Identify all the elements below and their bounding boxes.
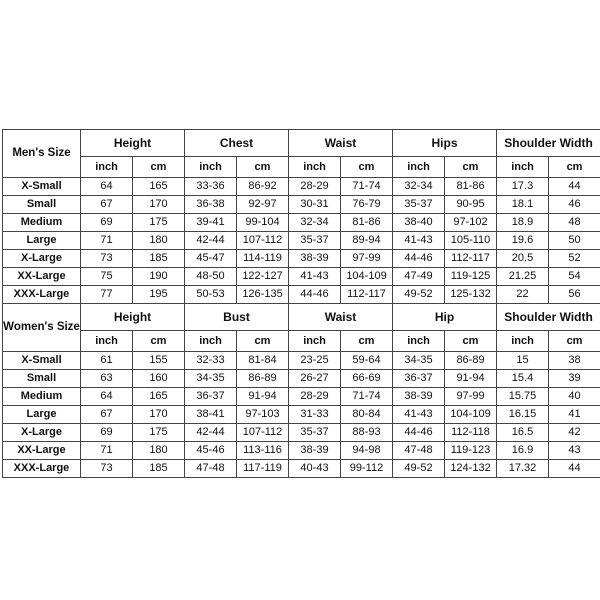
table-cell: 175 — [133, 424, 185, 442]
men-units-row — [3, 157, 600, 178]
table-cell: 41-43 — [393, 406, 445, 424]
table-cell: 97-99 — [341, 250, 393, 268]
size-label: XXX-Large — [3, 286, 81, 304]
table-cell: 180 — [133, 232, 185, 250]
unit-header: cm — [237, 157, 289, 178]
table-cell: 71-74 — [341, 178, 393, 196]
table-row — [3, 250, 600, 268]
measure-header: Waist — [289, 130, 393, 157]
table-row — [3, 214, 600, 232]
table-cell: 170 — [133, 196, 185, 214]
table-row — [3, 232, 600, 250]
table-row — [3, 268, 600, 286]
table-cell: 71 — [81, 442, 133, 460]
table-cell: 32-33 — [185, 352, 237, 370]
table-cell: 170 — [133, 406, 185, 424]
women-section-label: Women's Size — [3, 304, 81, 352]
table-cell: 88-93 — [341, 424, 393, 442]
unit-header: inch — [81, 331, 133, 352]
table-cell: 112-117 — [341, 286, 393, 304]
table-cell: 19.6 — [497, 232, 549, 250]
table-row — [3, 460, 600, 478]
table-cell: 61 — [81, 352, 133, 370]
table-cell: 73 — [81, 250, 133, 268]
men-header-row — [3, 130, 600, 157]
table-cell: 44 — [549, 178, 600, 196]
table-cell: 15 — [497, 352, 549, 370]
table-cell: 35-37 — [289, 232, 341, 250]
unit-header: cm — [341, 331, 393, 352]
size-label: Medium — [3, 388, 81, 406]
table-cell: 104-109 — [445, 406, 497, 424]
table-cell: 36-38 — [185, 196, 237, 214]
men-size-section — [3, 130, 600, 304]
table-cell: 59-64 — [341, 352, 393, 370]
table-cell: 26-27 — [289, 370, 341, 388]
table-cell: 48-50 — [185, 268, 237, 286]
table-cell: 185 — [133, 250, 185, 268]
table-cell: 75 — [81, 268, 133, 286]
size-label: X-Small — [3, 178, 81, 196]
table-cell: 52 — [549, 250, 600, 268]
table-cell: 34-35 — [185, 370, 237, 388]
table-cell: 41-43 — [393, 232, 445, 250]
size-label: Large — [3, 232, 81, 250]
table-cell: 71-74 — [341, 388, 393, 406]
table-cell: 117-119 — [237, 460, 289, 478]
table-cell: 17.32 — [497, 460, 549, 478]
table-cell: 49-52 — [393, 460, 445, 478]
table-cell: 125-132 — [445, 286, 497, 304]
table-cell: 67 — [81, 196, 133, 214]
table-cell: 67 — [81, 406, 133, 424]
unit-header: cm — [341, 157, 393, 178]
unit-header: inch — [497, 331, 549, 352]
table-cell: 47-49 — [393, 268, 445, 286]
measure-header: Shoulder Width — [497, 130, 600, 157]
table-cell: 54 — [549, 268, 600, 286]
table-cell: 99-112 — [341, 460, 393, 478]
size-label: Large — [3, 406, 81, 424]
table-cell: 119-125 — [445, 268, 497, 286]
unit-header: inch — [393, 331, 445, 352]
unit-header: cm — [133, 331, 185, 352]
table-cell: 64 — [81, 388, 133, 406]
table-cell: 41 — [549, 406, 600, 424]
table-row — [3, 370, 600, 388]
table-cell: 43 — [549, 442, 600, 460]
table-cell: 16.15 — [497, 406, 549, 424]
table-cell: 31-33 — [289, 406, 341, 424]
table-cell: 113-116 — [237, 442, 289, 460]
table-cell: 44-46 — [289, 286, 341, 304]
size-chart-table — [2, 129, 600, 478]
women-units-row — [3, 331, 600, 352]
table-cell: 34-35 — [393, 352, 445, 370]
table-cell: 18.9 — [497, 214, 549, 232]
table-cell: 160 — [133, 370, 185, 388]
table-cell: 124-132 — [445, 460, 497, 478]
size-label: Small — [3, 196, 81, 214]
table-cell: 46 — [549, 196, 600, 214]
table-cell: 28-29 — [289, 388, 341, 406]
table-cell: 76-79 — [341, 196, 393, 214]
measure-header: Chest — [185, 130, 289, 157]
measure-header: Hips — [393, 130, 497, 157]
table-cell: 69 — [81, 424, 133, 442]
table-cell: 44-46 — [393, 424, 445, 442]
table-cell: 48 — [549, 214, 600, 232]
table-cell: 155 — [133, 352, 185, 370]
table-cell: 38-39 — [289, 250, 341, 268]
table-cell: 36-37 — [393, 370, 445, 388]
table-cell: 107-112 — [237, 424, 289, 442]
table-cell: 17.3 — [497, 178, 549, 196]
table-cell: 32-34 — [393, 178, 445, 196]
table-cell: 45-47 — [185, 250, 237, 268]
table-cell: 185 — [133, 460, 185, 478]
table-cell: 41-43 — [289, 268, 341, 286]
table-cell: 21.25 — [497, 268, 549, 286]
table-cell: 38 — [549, 352, 600, 370]
table-cell: 36-37 — [185, 388, 237, 406]
unit-header: inch — [497, 157, 549, 178]
table-cell: 97-103 — [237, 406, 289, 424]
table-cell: 35-37 — [393, 196, 445, 214]
table-cell: 81-86 — [445, 178, 497, 196]
table-cell: 35-37 — [289, 424, 341, 442]
table-cell: 44-46 — [393, 250, 445, 268]
table-cell: 91-94 — [237, 388, 289, 406]
table-row — [3, 406, 600, 424]
unit-header: cm — [133, 157, 185, 178]
table-cell: 112-118 — [445, 424, 497, 442]
table-cell: 180 — [133, 442, 185, 460]
unit-header: cm — [445, 331, 497, 352]
table-cell: 15.4 — [497, 370, 549, 388]
table-cell: 97-102 — [445, 214, 497, 232]
table-row — [3, 352, 600, 370]
table-cell: 112-117 — [445, 250, 497, 268]
size-label: XX-Large — [3, 442, 81, 460]
table-cell: 50 — [549, 232, 600, 250]
table-cell: 86-92 — [237, 178, 289, 196]
unit-header: inch — [289, 331, 341, 352]
table-cell: 20.5 — [497, 250, 549, 268]
women-size-section — [3, 304, 600, 478]
size-label: XX-Large — [3, 268, 81, 286]
table-cell: 190 — [133, 268, 185, 286]
table-cell: 107-112 — [237, 232, 289, 250]
table-cell: 47-48 — [393, 442, 445, 460]
table-cell: 63 — [81, 370, 133, 388]
table-cell: 33-36 — [185, 178, 237, 196]
table-cell: 50-53 — [185, 286, 237, 304]
unit-header: cm — [237, 331, 289, 352]
size-label: X-Large — [3, 250, 81, 268]
table-cell: 39-41 — [185, 214, 237, 232]
unit-header: cm — [445, 157, 497, 178]
table-cell: 40-43 — [289, 460, 341, 478]
measure-header: Waist — [289, 304, 393, 331]
size-label: X-Small — [3, 352, 81, 370]
table-cell: 22 — [497, 286, 549, 304]
table-cell: 16.5 — [497, 424, 549, 442]
table-cell: 45-46 — [185, 442, 237, 460]
table-cell: 18.1 — [497, 196, 549, 214]
measure-header: Height — [81, 304, 185, 331]
table-cell: 86-89 — [237, 370, 289, 388]
table-cell: 114-119 — [237, 250, 289, 268]
table-cell: 40 — [549, 388, 600, 406]
table-cell: 94-98 — [341, 442, 393, 460]
table-cell: 81-84 — [237, 352, 289, 370]
table-cell: 89-94 — [341, 232, 393, 250]
table-cell: 81-86 — [341, 214, 393, 232]
unit-header: inch — [81, 157, 133, 178]
table-cell: 90-95 — [445, 196, 497, 214]
table-cell: 28-29 — [289, 178, 341, 196]
size-label: X-Large — [3, 424, 81, 442]
measure-header: Bust — [185, 304, 289, 331]
size-label: XXX-Large — [3, 460, 81, 478]
table-cell: 38-41 — [185, 406, 237, 424]
table-row — [3, 388, 600, 406]
table-cell: 64 — [81, 178, 133, 196]
table-cell: 39 — [549, 370, 600, 388]
table-row — [3, 424, 600, 442]
table-row — [3, 178, 600, 196]
table-cell: 73 — [81, 460, 133, 478]
unit-header: inch — [393, 157, 445, 178]
table-cell: 16.9 — [497, 442, 549, 460]
table-row — [3, 442, 600, 460]
table-cell: 66-69 — [341, 370, 393, 388]
men-section-label: Men's Size — [3, 130, 81, 178]
table-cell: 80-84 — [341, 406, 393, 424]
unit-header: cm — [549, 331, 600, 352]
size-label: Medium — [3, 214, 81, 232]
table-cell: 86-89 — [445, 352, 497, 370]
table-cell: 15.75 — [497, 388, 549, 406]
measure-header: Hip — [393, 304, 497, 331]
table-cell: 105-110 — [445, 232, 497, 250]
unit-header: inch — [185, 157, 237, 178]
table-cell: 122-127 — [237, 268, 289, 286]
table-cell: 175 — [133, 214, 185, 232]
table-cell: 38-39 — [289, 442, 341, 460]
table-row — [3, 196, 600, 214]
table-cell: 32-34 — [289, 214, 341, 232]
table-cell: 47-48 — [185, 460, 237, 478]
table-cell: 44 — [549, 460, 600, 478]
table-cell: 119-123 — [445, 442, 497, 460]
unit-header: inch — [289, 157, 341, 178]
women-header-row — [3, 304, 600, 331]
table-row — [3, 286, 600, 304]
unit-header: cm — [549, 157, 600, 178]
table-cell: 56 — [549, 286, 600, 304]
table-cell: 126-135 — [237, 286, 289, 304]
table-cell: 165 — [133, 178, 185, 196]
table-cell: 77 — [81, 286, 133, 304]
table-cell: 30-31 — [289, 196, 341, 214]
table-cell: 49-52 — [393, 286, 445, 304]
table-cell: 42-44 — [185, 232, 237, 250]
measure-header: Height — [81, 130, 185, 157]
table-cell: 99-104 — [237, 214, 289, 232]
table-cell: 104-109 — [341, 268, 393, 286]
table-cell: 69 — [81, 214, 133, 232]
table-cell: 42-44 — [185, 424, 237, 442]
size-label: Small — [3, 370, 81, 388]
table-cell: 97-99 — [445, 388, 497, 406]
table-cell: 92-97 — [237, 196, 289, 214]
table-cell: 71 — [81, 232, 133, 250]
unit-header: inch — [185, 331, 237, 352]
table-cell: 195 — [133, 286, 185, 304]
measure-header: Shoulder Width — [497, 304, 600, 331]
table-cell: 91-94 — [445, 370, 497, 388]
table-cell: 38-40 — [393, 214, 445, 232]
table-cell: 165 — [133, 388, 185, 406]
table-cell: 42 — [549, 424, 600, 442]
table-cell: 38-39 — [393, 388, 445, 406]
table-cell: 23-25 — [289, 352, 341, 370]
